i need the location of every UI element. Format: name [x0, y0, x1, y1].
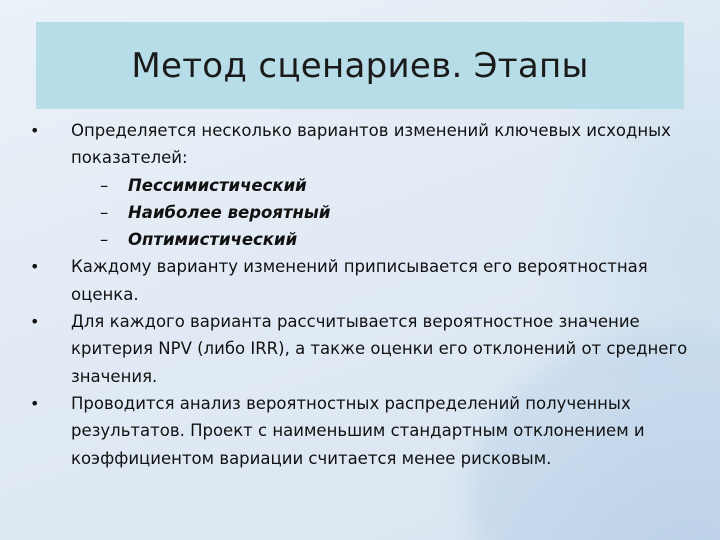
bullet-icon: •	[30, 257, 40, 277]
bullet-text: Проводится анализ вероятностных распределений полученных результатов. Проект с наименьшим стандартным отклонением и коэффициентом вариации считается менее рисковым.	[71, 393, 645, 468]
bullet-list	[30, 117, 690, 472]
dash-icon: –	[100, 175, 109, 195]
bullet-item-3	[30, 308, 690, 390]
bullet-icon: •	[30, 121, 40, 140]
bullet-item-4	[30, 390, 690, 472]
sub-item-most-likely	[30, 199, 690, 226]
bullet-text: Определяется несколько вариантов изменений ключевых исходных показателей:	[71, 121, 671, 168]
slide-title: Метод сценариев. Этапы	[131, 45, 589, 86]
bullet-text: Каждому варианту изменений приписывается его вероятностная оценка.	[71, 257, 648, 304]
dash-icon: –	[100, 202, 109, 222]
title-bar	[36, 22, 684, 109]
dash-icon: –	[100, 230, 109, 250]
sub-item-pessimistic	[30, 172, 690, 199]
bullet-item-1	[30, 117, 690, 172]
sub-item-text: Пессимистический	[128, 175, 307, 195]
sub-item-text: Наиболее вероятный	[128, 202, 331, 222]
bullet-icon: •	[30, 393, 40, 413]
sub-item-text: Оптимистический	[128, 230, 298, 250]
bullet-item-2	[30, 253, 690, 308]
bullet-icon: •	[30, 312, 40, 332]
sub-item-optimistic	[30, 226, 690, 253]
bullet-text: Для каждого варианта рассчитывается вероятностное значение критерия NPV (либо IRR), а также оценки его отклонений от среднего значения.	[71, 312, 688, 386]
